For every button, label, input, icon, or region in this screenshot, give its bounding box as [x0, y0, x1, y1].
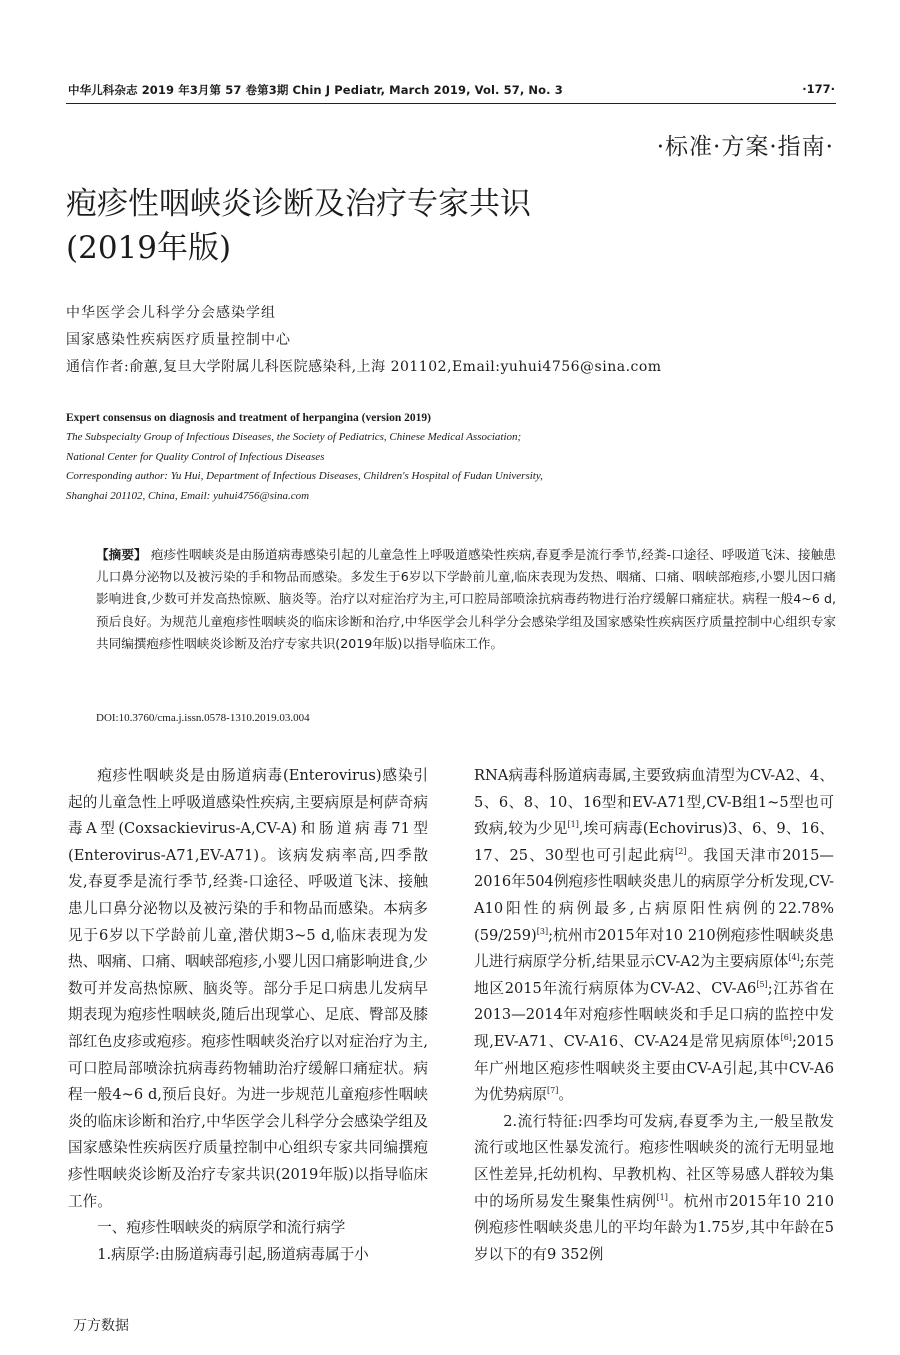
text-run: ;江苏省在2013—2014年对疱疹性咽峡炎和手足口病的监控中发现,EV-A71、CV-A16、CV-A24是常见病原体: [474, 979, 834, 1050]
title-line-2: (2019年版): [66, 230, 232, 266]
text-run: 2.流行特征:四季均可发病,春夏季为主,一般呈散发流行或地区性暴发流行。疱疹性咽峡炎的流行无明显地区性差异,托幼机构、早教机构、社区等易感人群较为集中的场所易发生聚集性病例: [474, 1112, 834, 1210]
text-run: ,埃可病毒(Echovirus)3、6、9、16、17、25、30型也可引起此病: [474, 820, 834, 864]
text-run: 。杭州市2015年10 210例疱疹性咽峡炎患儿的平均年龄为1.75岁,其中年龄在5岁以下的有9 352例: [474, 1192, 834, 1263]
corresponding-author: 通信作者:俞蕙,复旦大学附属儿科医院感染科,上海 201102,Email:yuhui4756@sina.com: [66, 359, 662, 375]
body-paragraph: [474, 1109, 834, 1269]
text-run: ;杭州市2015年对10 210例疱疹性咽峡炎患儿进行病原学分析,结果显示CV-A2为主要病原体: [474, 926, 834, 971]
affiliation-1: 中华医学会儿科学分会感染学组: [66, 305, 276, 321]
section-label: ·标准·方案·指南·: [656, 134, 834, 160]
abstract: [96, 544, 836, 655]
english-corr-line-2: Shanghai 201102, China, Email: yuhui4756@sina.com: [66, 489, 310, 502]
text-run: 。: [558, 1086, 573, 1104]
citation: [2]: [675, 846, 687, 856]
body-paragraph: [474, 763, 834, 1109]
text-run: ;2015年广州地区疱疹性咽峡炎主要由CV-A引起,其中CV-A6为优势病原: [474, 1032, 834, 1104]
body-paragraph: 疱疹性咽峡炎是由肠道病毒(Enterovirus)感染引起的儿童急性上呼吸道感染性疾病,主要病原是柯萨奇病毒A型(Coxsackievirus-A,CV-A)和肠道病毒71型(Enterovirus-A71,EV-A71)。该病发病率高,四季散发,春夏季是流行季节,经粪-口途径、呼吸道飞沫、接触患儿口鼻分泌物以及被污染的手和物品而感染。本病多见于6岁以下学龄前儿童,潜伏期3~5 d,临床表现为发热、咽痛、口痛、咽峡部疱疹,小婴儿因口痛影响进食,少数可并发高热惊厥、脑炎等。部分手足口病患儿发病早期表现为疱疹性咽峡炎,随后出现掌心、足底、臀部及膝部红色皮疹或疱疹。疱疹性咽峡炎治疗以对症治疗为主,可口腔局部喷涂抗病毒药物辅助治疗缓解口痛症状。病程一般4~6 d,预后良好。为进一步规范儿童疱疹性咽峡炎的临床诊断和治疗,中华医学会儿科学分会感染学组及国家感染性疾病医疗质量控制中心组织专家共同编撰疱疹性咽峡炎诊断及治疗专家共识(2019年版)以指导临床工作。: [68, 767, 428, 1210]
body-paragraph: 1.病原学:由肠道病毒引起,肠道病毒属于小: [97, 1245, 369, 1263]
citation: [3]: [536, 926, 549, 936]
doi: DOI:10.3760/cma.j.issn.0578-1310.2019.03.004: [96, 712, 310, 724]
text-run: RNA病毒科肠道病毒属,主要致病血清型为CV-A2、4、5、6、8、10、16型和EV-A71型,CV-B组1~5型也可致病,较为少见: [474, 767, 834, 838]
text-run: ;东莞地区2015年流行病原体为CV-A2、CV-A6: [474, 953, 834, 997]
citation: [4]: [788, 953, 800, 963]
citation: [1]: [567, 820, 579, 830]
section-heading: 一、疱疹性咽峡炎的病原学和流行病学: [97, 1219, 346, 1237]
english-corr-line-1: Corresponding author: Yu Hui, Department of Infectious Diseases, Children's Hospital of Fudan University,: [66, 470, 543, 483]
article-title: [66, 182, 766, 270]
english-center: National Center for Quality Control of Infectious Diseases: [66, 450, 325, 463]
english-header: [66, 409, 836, 506]
citation: [5]: [756, 979, 768, 989]
english-title: Expert consensus on diagnosis and treatment of herpangina (version 2019): [66, 412, 431, 424]
abstract-label: 【摘要】: [96, 547, 147, 562]
watermark-text: 万方数据: [73, 1318, 129, 1334]
body-column-right: [474, 763, 834, 1268]
header-rule: [66, 103, 836, 104]
running-head: 中华儿科杂志 2019 年3月第 57 卷第3期 Chin J Pediatr, March 2019, Vol. 57, No. 3: [68, 83, 563, 97]
text-run: 。我国天津市2015—2016年504例疱疹性咽峡炎患儿的病原学分析发现,CV-A10阳性的病例最多,占病原阳性病例的22.78%(59/259): [474, 846, 834, 944]
english-group: The Subspecialty Group of Infectious Diseases, the Society of Pediatrics, Chinese Medical Association;: [66, 431, 522, 444]
citation: [6]: [780, 1033, 792, 1043]
title-line-1: 疱疹性咽峡炎诊断及治疗专家共识: [66, 186, 531, 222]
page-number: ·177·: [802, 82, 835, 96]
body-column-left: [68, 763, 428, 1268]
citation: [7]: [546, 1086, 559, 1096]
affiliation-2: 国家感染性疾病医疗质量控制中心: [66, 332, 291, 348]
citation: [1]: [656, 1192, 668, 1202]
abstract-text: 疱疹性咽峡炎是由肠道病毒感染引起的儿童急性上呼吸道感染性疾病,春夏季是流行季节,经粪-口途径、呼吸道飞沫、接触患儿口鼻分泌物以及被污染的手和物品而感染。多发生于6岁以下学龄前儿童,临床表现为发热、咽痛、口痛、咽峡部疱疹,小婴儿因口痛影响进食,少数可并发高热惊厥、脑炎等。治疗以对症治疗为主,可口腔局部喷涂抗病毒药物进行治疗缓解口痛症状。病程一般4~6 d,预后良好。为规范儿童疱疹性咽峡炎的临床诊断和治疗,中华医学会儿科学分会感染学组及国家感染性疾病医疗质量控制中心组织专家共同编撰疱疹性咽峡炎诊断及治疗专家共识(2019年版)以指导临床工作。: [96, 547, 836, 651]
